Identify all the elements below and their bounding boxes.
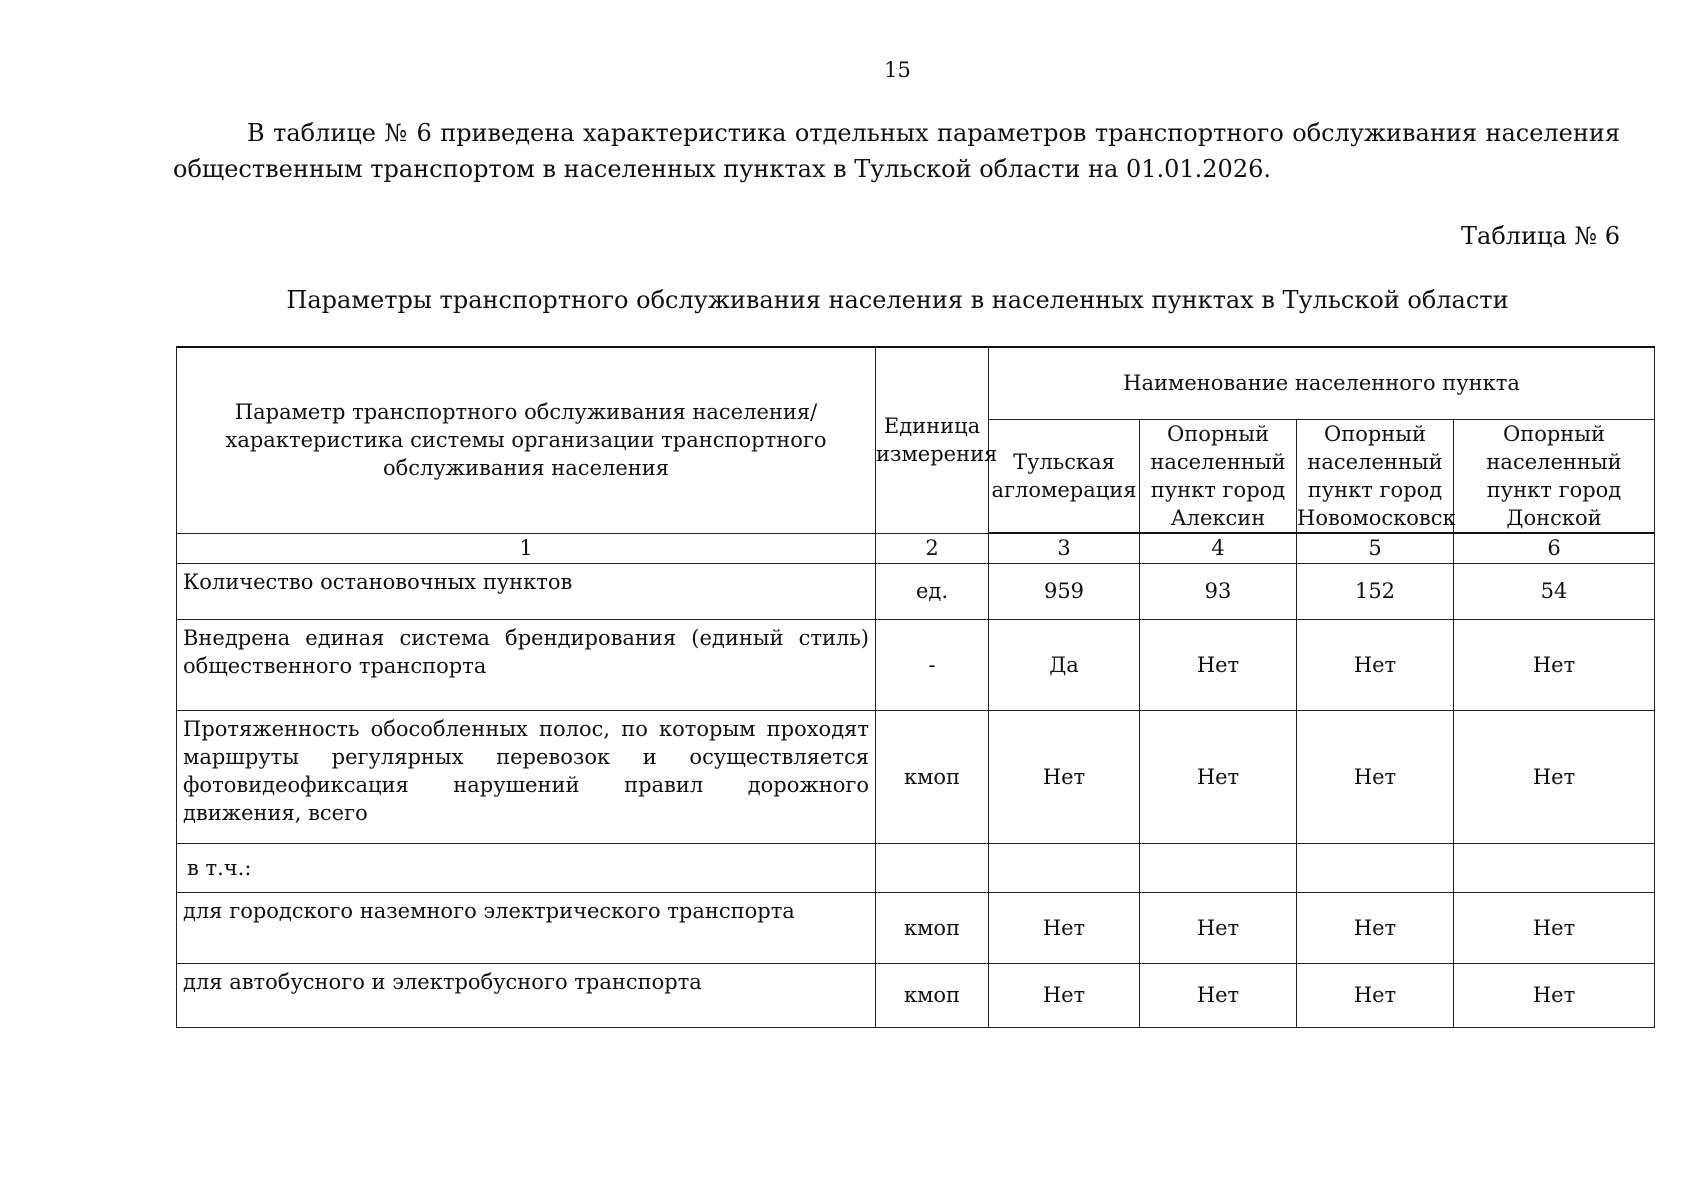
table-row — [177, 892, 1655, 963]
row-value: Нет — [1140, 619, 1297, 710]
row-value: 93 — [1140, 563, 1297, 619]
row-value: Нет — [1297, 963, 1454, 1027]
col-number-1: 1 — [177, 533, 876, 563]
header-group: Наименование населенного пункта — [989, 347, 1655, 419]
col-number-5: 5 — [1297, 533, 1454, 563]
header-param: Параметр транспортного обслуживания населения/ характеристика системы организации транспортного обслуживания населения — [177, 347, 876, 533]
row-unit: кмоп — [876, 892, 989, 963]
table-row — [177, 563, 1655, 619]
row-value — [1297, 843, 1454, 892]
row-param: для автобусного и электробусного транспорта — [177, 963, 876, 1027]
row-value: Нет — [1297, 619, 1454, 710]
col-number-4: 4 — [1140, 533, 1297, 563]
table-label: Таблица № 6 — [1461, 222, 1620, 250]
row-value — [1454, 843, 1655, 892]
row-unit — [876, 843, 989, 892]
row-unit: - — [876, 619, 989, 710]
header-row-1 — [177, 347, 1655, 419]
table-row — [177, 963, 1655, 1027]
row-param: Внедрена единая система брендирования (единый стиль) общественного транспорта — [177, 619, 876, 710]
row-value: Нет — [1454, 619, 1655, 710]
row-value: Нет — [989, 710, 1140, 843]
header-col-5: Опорный населенный пункт город Новомосковск — [1297, 419, 1454, 533]
row-value: 152 — [1297, 563, 1454, 619]
row-value — [1140, 843, 1297, 892]
table-title: Параметры транспортного обслуживания населения в населенных пунктах в Тульской области — [286, 286, 1509, 314]
row-value: Нет — [1140, 963, 1297, 1027]
row-value: Нет — [1297, 892, 1454, 963]
parameters-table — [176, 346, 1655, 1028]
header-col-3: Тульская агломерация — [989, 419, 1140, 533]
row-value — [989, 843, 1140, 892]
row-param: Протяженность обособленных полос, по которым проходят маршруты регулярных перевозок и осуществляется фотовидеофиксация нарушений правил дорожного движения, всего — [177, 710, 876, 843]
table-row — [177, 619, 1655, 710]
column-number-row — [177, 533, 1655, 563]
row-value: Да — [989, 619, 1140, 710]
row-param: в т.ч.: — [177, 843, 876, 892]
row-param: для городского наземного электрического транспорта — [177, 892, 876, 963]
header-col-4: Опорный населенный пункт город Алексин — [1140, 419, 1297, 533]
row-value: Нет — [989, 892, 1140, 963]
row-unit: ед. — [876, 563, 989, 619]
row-value: Нет — [1454, 963, 1655, 1027]
header-col-6: Опорный населенный пункт город Донской — [1454, 419, 1655, 533]
row-value: Нет — [1140, 892, 1297, 963]
row-value: 959 — [989, 563, 1140, 619]
col-number-2: 2 — [876, 533, 989, 563]
table-row — [177, 843, 1655, 892]
row-value: Нет — [1454, 710, 1655, 843]
header-unit: Единица измерения — [876, 347, 989, 533]
intro-paragraph: В таблице № 6 приведена характеристика отдельных параметров транспортного обслуживания населения общественным транспортом в населенных пунктах в Тульской области на 01.01.2026. — [173, 119, 1620, 183]
row-value: Нет — [1454, 892, 1655, 963]
page-number: 15 — [884, 58, 911, 82]
row-value: Нет — [989, 963, 1140, 1027]
col-number-6: 6 — [1454, 533, 1655, 563]
row-param: Количество остановочных пунктов — [177, 563, 876, 619]
row-unit: кмоп — [876, 963, 989, 1027]
table-row — [177, 710, 1655, 843]
row-value: Нет — [1140, 710, 1297, 843]
row-value: Нет — [1297, 710, 1454, 843]
row-unit: кмоп — [876, 710, 989, 843]
col-number-3: 3 — [989, 533, 1140, 563]
row-value: 54 — [1454, 563, 1655, 619]
